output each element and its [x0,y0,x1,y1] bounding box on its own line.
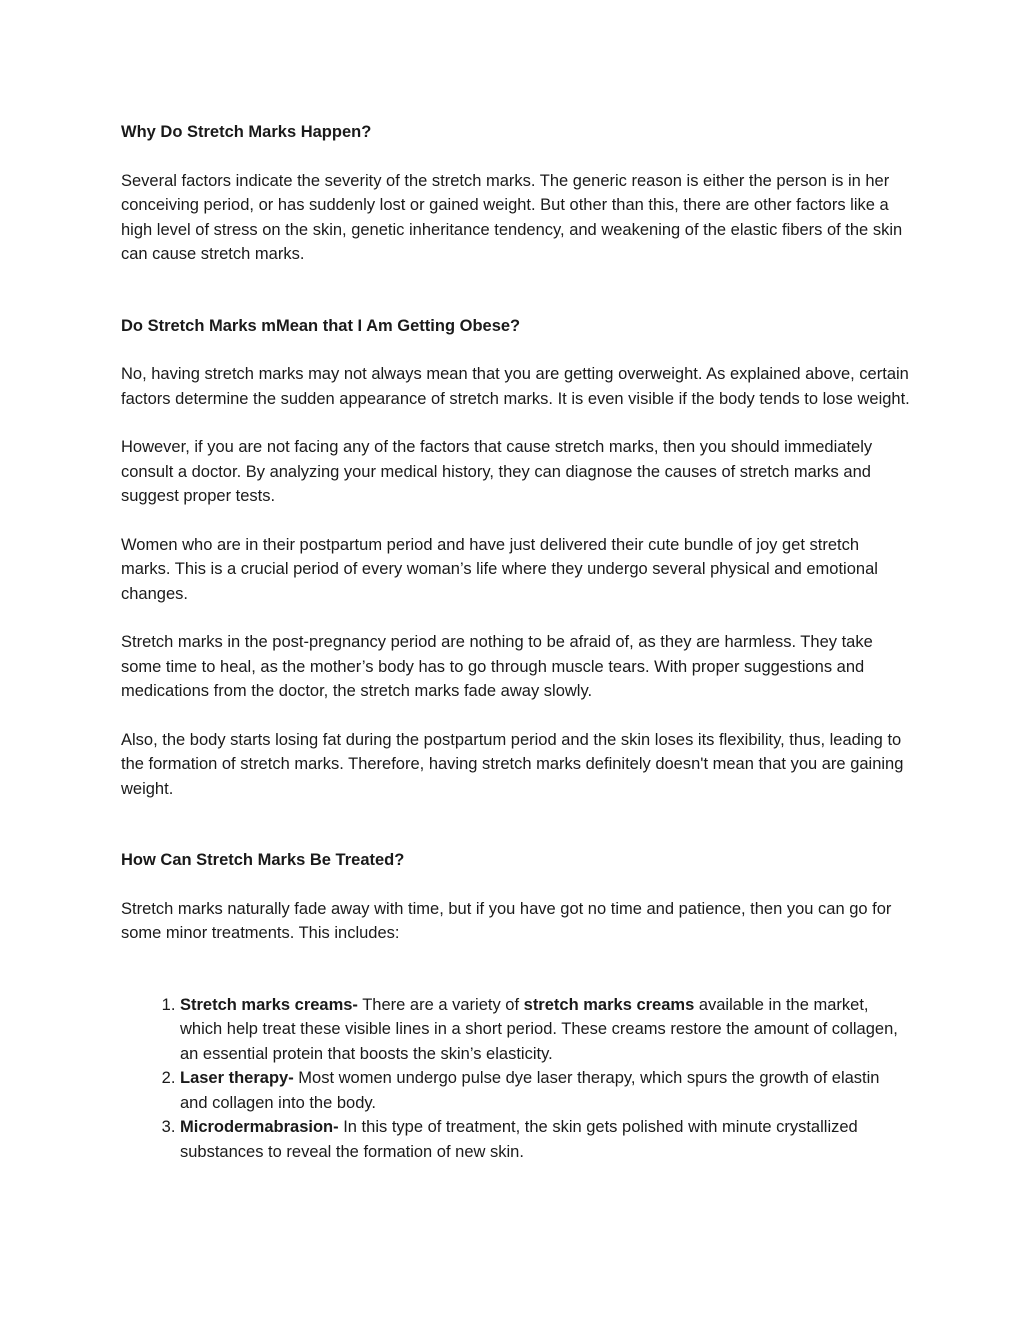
paragraph: Women who are in their postpartum period and have just delivered their cute bundle of joy get stretch marks. This is a crucial period of every woman’s life where they undergo several physical and emotional changes. [121,535,878,603]
section-heading-obese: Do Stretch Marks mMean that I Am Getting Obese? [121,316,521,335]
list-item-term: Stretch marks creams- [180,995,358,1014]
list-item [180,1115,911,1164]
paragraph: Also, the body starts losing fat during the postpartum period and the skin loses its flexibility, thus, leading to the formation of stretch marks. Therefore, having stretch marks definitely doesn't mean that you are gaining weight. [121,730,904,798]
list-item-term: Laser therapy- [180,1069,294,1087]
paragraph: Stretch marks in the post-pregnancy period are nothing to be afraid of, as they are harmless. They take some time to heal, as the mother’s body has to go through muscle tears. With proper suggestions and medications from the doctor, the stretch marks fade away slowly. [121,633,873,700]
list-item-text: Most women undergo pulse dye laser therapy, which spurs the growth of elastin and collagen into the body. [180,1069,880,1112]
list-item [180,993,911,1067]
list-item-term: Microdermabrasion- [180,1118,339,1136]
paragraph: However, if you are not facing any of the factors that cause stretch marks, then you should immediately consult a doctor. By analyzing your medical history, they can diagnose the causes of stretch marks and suggest proper tests. [121,438,873,505]
paragraph: Stretch marks naturally fade away with time, but if you have got no time and patience, then you can go for some minor treatments. This includes: [121,899,892,942]
section-heading-treatment: How Can Stretch Marks Be Treated? [121,851,405,869]
document-page [121,120,911,1164]
paragraph: No, having stretch marks may not always mean that you are getting overweight. As explained above, certain factors determine the sudden appearance of stretch marks. It is even visible if the body tends to lose weight. [121,365,910,408]
list-item-keyword: stretch marks creams [523,995,695,1014]
paragraph: Several factors indicate the severity of the stretch marks. The generic reason is either the person is in her conceiving period, or has suddenly lost or gained weight. But other than this, there are other factors like a high level of stress on the skin, genetic inheritance tendency, and weakening of the elastic fibers of the skin can cause stretch marks. [121,171,903,263]
list-item-text: There are a variety of [357,995,524,1014]
list-item-text: available in the market, which help treat these visible lines in a short period. These creams restore the amount of collagen, an essential protein that boosts the skin’s elasticity. [180,995,898,1063]
treatment-list [121,993,911,1165]
section-heading-why: Why Do Stretch Marks Happen? [121,123,372,141]
list-item-text: In this type of treatment, the skin gets polished with minute crystallized substances to reveal the formation of new skin. [180,1118,858,1161]
list-item [180,1066,911,1115]
